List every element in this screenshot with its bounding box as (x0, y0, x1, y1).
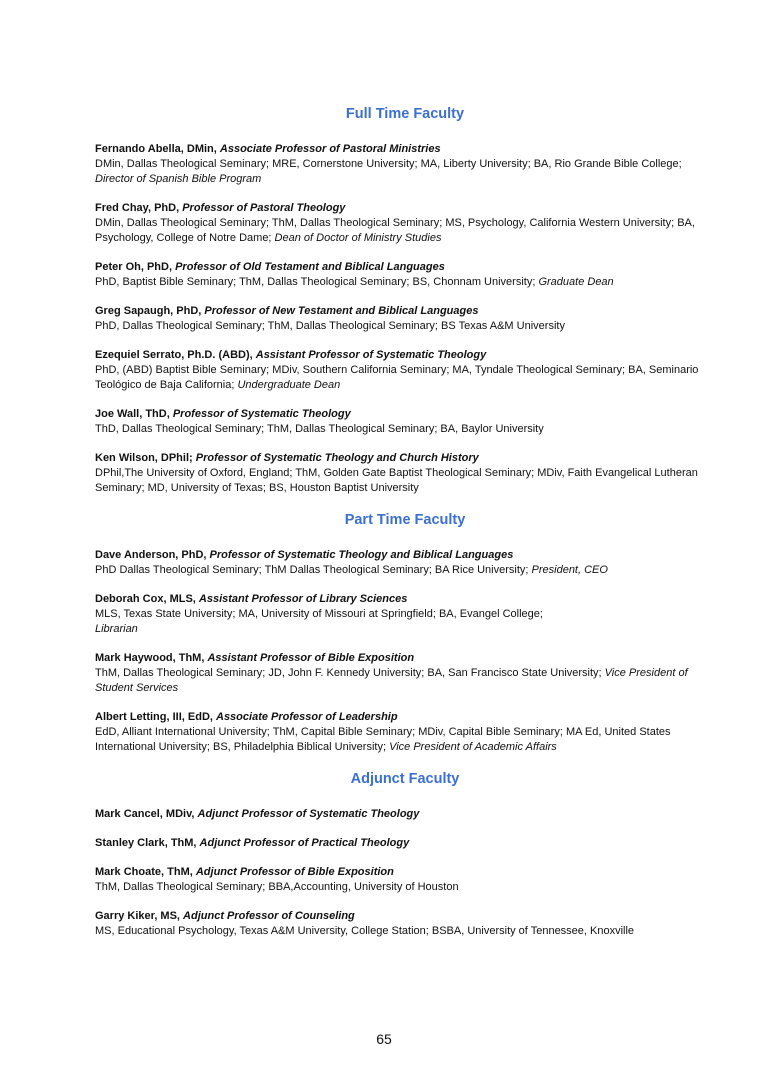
faculty-entry (95, 592, 715, 637)
faculty-page (95, 104, 715, 953)
faculty-title: Professor of Systematic Theology and Biblical Languages (209, 549, 514, 561)
faculty-credentials: DMin, Dallas Theological Seminary; MRE, Cornerstone University; MA, Liberty University; BA, Rio Grande Bible College; (95, 158, 682, 170)
faculty-role: Vice President of Student Services (95, 667, 688, 694)
page-number: 65 (376, 1031, 392, 1047)
faculty-title: Professor of Pastoral Theology (182, 202, 346, 214)
faculty-credentials: MLS, Texas State University; MA, University of Missouri at Springfield; BA, Evangel College; (95, 608, 543, 620)
faculty-title: Assistant Professor of Bible Exposition (207, 652, 415, 664)
faculty-entry (95, 909, 715, 939)
faculty-entry (95, 651, 715, 696)
faculty-credentials: ThM, Dallas Theological Seminary; BBA,Accounting, University of Houston (95, 881, 459, 893)
faculty-name: Fred Chay, PhD, (95, 202, 183, 214)
faculty-name: Dave Anderson, PhD, (95, 549, 210, 561)
faculty-entry (95, 865, 715, 895)
faculty-entry (95, 260, 715, 290)
faculty-title: Professor of New Testament and Biblical Languages (204, 305, 479, 317)
faculty-name: Deborah Cox, MLS, (95, 593, 199, 605)
faculty-entry (95, 407, 715, 437)
faculty-credentials: DMin, Dallas Theological Seminary; ThM, Dallas Theological Seminary; MS, Psychology, California Western University; BA, Psychology, College of Notre Dame; (95, 217, 695, 244)
faculty-entry (95, 807, 715, 822)
faculty-title: Professor of Old Testament and Biblical Languages (175, 261, 445, 273)
faculty-credentials: PhD, (ABD) Baptist Bible Seminary; MDiv, Southern California Seminary; MA, Tyndale Theological Seminary; BA, Seminario Teológico de Baja California; (95, 364, 699, 391)
faculty-entry (95, 201, 715, 246)
faculty-name: Mark Cancel, MDiv, (95, 808, 198, 820)
faculty-title: Associate Professor of Pastoral Ministries (219, 143, 441, 155)
faculty-name: Garry Kiker, MS, (95, 910, 184, 922)
section-heading: Adjunct Faculty (350, 771, 460, 787)
faculty-title: Adjunct Professor of Systematic Theology (197, 808, 420, 820)
section-part-time-faculty (95, 510, 715, 755)
faculty-title: Adjunct Professor of Counseling (183, 910, 355, 922)
faculty-role: Director of Spanish Bible Program (95, 173, 262, 185)
faculty-title: Adjunct Professor of Practical Theology (199, 837, 410, 849)
faculty-entry (95, 836, 715, 851)
faculty-role: Graduate Dean (538, 276, 614, 288)
faculty-credentials: ThM, Dallas Theological Seminary; JD, John F. Kennedy University; BA, San Francisco State University; (95, 667, 605, 679)
faculty-name: Joe Wall, ThD, (95, 408, 173, 420)
faculty-name: Ken Wilson, DPhil; (95, 452, 196, 464)
faculty-entry (95, 548, 715, 578)
faculty-title: Adjunct Professor of Bible Exposition (195, 866, 394, 878)
section-full-time-faculty (95, 104, 715, 496)
faculty-role: President, CEO (531, 564, 608, 576)
faculty-role: Librarian (95, 623, 138, 635)
faculty-name: Peter Oh, PhD, (95, 261, 176, 273)
faculty-entry (95, 348, 715, 393)
faculty-name: Mark Choate, ThM, (95, 866, 196, 878)
faculty-credentials: EdD, Alliant International University; ThM, Capital Bible Seminary; MDiv, Capital Bible Seminary; MA Ed, United States International University; BS, Philadelphia Biblical University; (95, 726, 671, 753)
faculty-credentials: MS, Educational Psychology, Texas A&M University, College Station; BSBA, University of Tennessee, Knoxville (95, 925, 635, 937)
section-heading: Full Time Faculty (345, 106, 465, 122)
faculty-name: Ezequiel Serrato, Ph.D. (ABD), (95, 349, 256, 361)
faculty-role: Vice President of Academic Affairs (389, 741, 557, 753)
faculty-title: Professor of Systematic Theology and Church History (195, 452, 479, 464)
faculty-title: Professor of Systematic Theology (172, 408, 351, 420)
section-heading: Part Time Faculty (344, 512, 466, 528)
faculty-credentials: PhD, Baptist Bible Seminary; ThM, Dallas Theological Seminary; BS, Chonnam University; (95, 276, 539, 288)
faculty-name: Mark Haywood, ThM, (95, 652, 208, 664)
faculty-entry (95, 304, 715, 334)
faculty-entry (95, 451, 715, 496)
faculty-title: Assistant Professor of Systematic Theology (255, 349, 487, 361)
faculty-name: Albert Letting, III, EdD, (95, 711, 216, 723)
faculty-credentials: DPhil,The University of Oxford, England; ThM, Golden Gate Baptist Theological Seminary; MDiv, Faith Evangelical Lutheran Seminary; MD, University of Texas; BS, Houston Baptist University (95, 467, 698, 494)
faculty-name: Fernando Abella, DMin, (95, 143, 220, 155)
faculty-credentials: PhD, Dallas Theological Seminary; ThM, Dallas Theological Seminary; BS Texas A&M University (95, 320, 565, 332)
faculty-credentials: ThD, Dallas Theological Seminary; ThM, Dallas Theological Seminary; BA, Baylor University (95, 423, 544, 435)
faculty-name: Greg Sapaugh, PhD, (95, 305, 205, 317)
faculty-entry (95, 142, 715, 187)
faculty-entry (95, 710, 715, 755)
faculty-role: Undergraduate Dean (237, 379, 341, 391)
faculty-credentials: PhD Dallas Theological Seminary; ThM Dallas Theological Seminary; BA Rice University; (95, 564, 532, 576)
section-adjunct-faculty (95, 769, 715, 939)
faculty-title: Assistant Professor of Library Sciences (198, 593, 408, 605)
faculty-name: Stanley Clark, ThM, (95, 837, 200, 849)
faculty-role: Dean of Doctor of Ministry Studies (274, 232, 442, 244)
faculty-title: Associate Professor of Leadership (216, 711, 398, 723)
